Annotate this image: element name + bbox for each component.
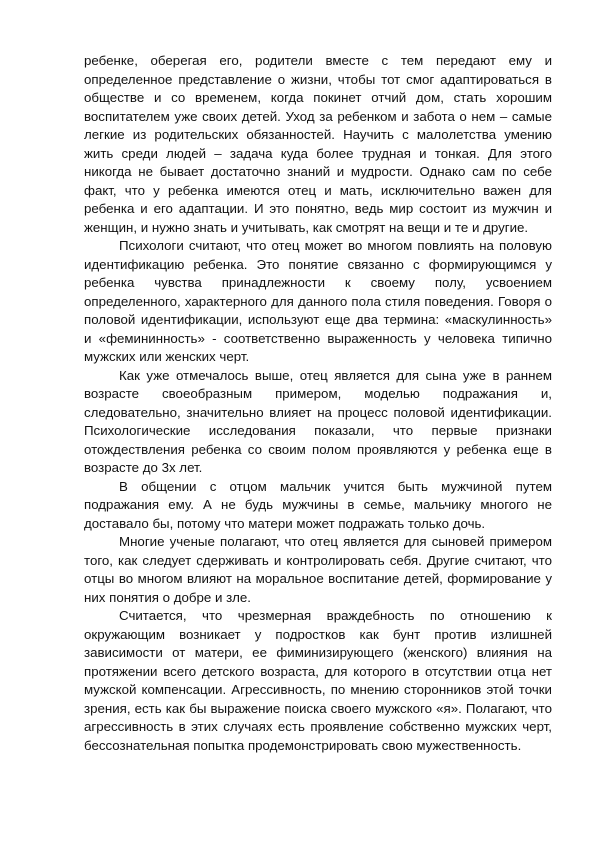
paragraph-father-as-model: Как уже отмечалось выше, отец является для сына уже в раннем возрасте своеобразным примером, моделью подражания и, следовательно, значительно влияет на процесс половой идентификации. Психологические исследования показали, что первые признаки отождествления ребенка со своим полом проявляются у ребенка еще в возрасте до 3х лет. bbox=[84, 367, 552, 475]
paragraph-imitation: В общении с отцом мальчик учится быть мужчиной путем подражания ему. А не будь мужчины в семье, мальчику многого не доставало бы, потому что матери может подражать только дочь. bbox=[84, 478, 552, 531]
document-page bbox=[84, 52, 552, 755]
paragraph-gender-identification: Психологи считают, что отец может во многом повлиять на половую идентификацию ребенка. Это понятие связанно с формирующимся у ребенка чувства принадлежности к своему полу, усвоением определенного, характерного для данного пола стиля поведения. Говоря о половой идентификации, используют еще два термина: «маскулинность» и «фемининность» - соответственно выраженность у человека типично мужских или женских черт. bbox=[84, 238, 552, 364]
paragraph-continuation: ребенке, оберегая его, родители вместе с тем передают ему и определенное представление о жизни, чтобы тот смог адаптироваться в обществе и со временем, когда покинет отчий дом, стать хорошим воспитателем уже своих детей. Уход за ребенком и забота о нем – самые легкие из родительских обязанностей. Научить с малолетства умению жить среди людей – задача куда более трудная и тонкая. Для этого никогда не бывает достаточно знаний и мудрости. Однако сам по себе факт, что у ребенка имеются отец и мать, исключительно важен для ребенка и его адаптации. И это понятно, ведь мир состоит из мужчин и женщин, и нужно знать и учитывать, как смотрят на вещи и те и другие. bbox=[84, 53, 552, 235]
paragraph-aggression: Считается, что чрезмерная враждебность по отношению к окружающим возникает у подростков как бунт против излишней зависимости от матери, ее фиминизирующего (женского) влияния на протяжении всего детского возраста, для которого в отсутствии отца нет мужской компенсации. Агрессивность, по мнению сторонников этой точки зрения, есть как бы выражение поиска своего мужского «я». Полагают, что агрессивность в этих случаях есть проявление собственно мужских черт, бессознательная попытка продемонстрировать свою мужественность. bbox=[84, 608, 552, 753]
paragraph-self-control: Многие ученые полагают, что отец является для сыновей примером того, как следует сдерживать и контролировать себя. Другие считают, что отцы во многом влияют на моральное воспитание детей, формирование у них понятия о добре и зле. bbox=[84, 534, 552, 605]
